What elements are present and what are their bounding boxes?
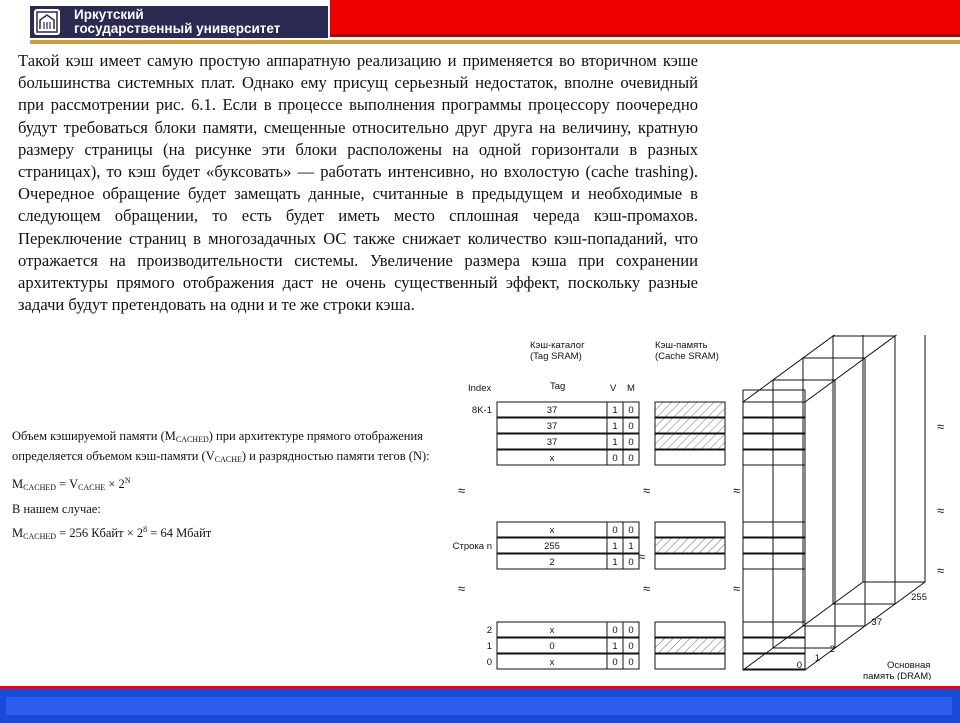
cache-line: [655, 402, 725, 417]
m-value: 1: [628, 541, 634, 552]
break-mark: ≈: [638, 549, 646, 564]
memory-line: [743, 622, 805, 637]
university-emblem-icon: [34, 9, 60, 35]
col-index-header: Index: [468, 383, 492, 394]
tag-value: 2: [549, 557, 555, 568]
formula-block: [12, 428, 472, 550]
v-value: 0: [612, 657, 618, 668]
table-row: [487, 638, 805, 653]
formula-intro: Объем кэшируемой памяти $(M_{CACHED})$ при архитектуре прямого отображения определяется объемом кэш-памяти $(V_{CACHE})$ и разрядностью памяти тегов (N):: [12, 429, 430, 464]
m-value: 0: [628, 641, 634, 652]
break-mark: ≈: [937, 419, 945, 434]
break-mark: ≈: [937, 503, 945, 518]
cache-line: [655, 654, 725, 669]
col-m-header: M: [627, 383, 635, 394]
formula-result: $M_{CACHED} = 256$ Кбайт × $2^8 = 64$ Мбайт: [12, 525, 212, 541]
main-paragraph: Такой кэш имеет самую простую аппаратную реализацию и применяется во вторичном кэше большинства системных плат. Однако ему присущ серьезный недостаток, вполне очевидный при рассмотрении рис. 6.1. Если в процессе выполнения программы процессору поочередно будут требоваться блоки памяти, смещенные относительно друг друга на величину, кратную размеру страницы (на рисунке эти блоки расположены на одной горизонтали в разных страницах), то кэш будет «буксовать» — работать интенсивно, но вхолостую (cache trashing). Очередное обращение будет замещать данные, считанные в предыдущем и необходимые в следующем обращении, то есть будет иметь место сплошная череда кэш-промахов. Переключение страниц в многозадачных ОС также снижает количество кэш-попаданий, что отражается на производительности системы. Увеличение размера кэша при сохранении архитектуры прямого отображения даст не очень существенный эффект, поскольку разные задачи будут претендовать на одни и те же строки кэша.: [18, 51, 698, 315]
break-mark: ≈: [733, 483, 741, 498]
row-index: 0: [486, 657, 492, 668]
footer-inner: [6, 697, 952, 715]
v-value: 1: [612, 641, 618, 652]
logo-line-2: государственный университет: [74, 21, 281, 36]
tag-value: 37: [546, 405, 558, 416]
memory-page-outline: [803, 358, 865, 626]
cache-line: [655, 554, 725, 569]
table-row: [487, 622, 805, 637]
col-v-header: V: [610, 383, 617, 394]
table-row: [472, 402, 805, 417]
memory-line: [743, 434, 805, 449]
page-label: 2: [829, 644, 835, 655]
cache-line: [655, 434, 725, 449]
v-value: 1: [612, 421, 618, 432]
m-value: 0: [628, 453, 634, 464]
cache-line: [655, 622, 725, 637]
memory-line: [743, 418, 805, 433]
row-index: 1: [486, 641, 492, 652]
m-value: 0: [628, 525, 634, 536]
tag-value: x: [549, 525, 555, 536]
cache-header-line2: (Cache SRAM): [655, 351, 719, 362]
break-mark: ≈: [458, 483, 466, 498]
tag-value: x: [549, 657, 555, 668]
memory-line: [743, 654, 805, 669]
footer-bar: [0, 686, 960, 723]
memory-page-outline: [833, 336, 895, 604]
row-index: 8K-1: [471, 405, 492, 416]
page-label: 37: [871, 617, 882, 628]
memory-line: [743, 522, 805, 537]
tag-header-line1: Кэш-каталог: [530, 340, 585, 351]
cache-line: [655, 418, 725, 433]
memory-line: [743, 638, 805, 653]
main-text-block: [18, 50, 698, 316]
table-row: [453, 538, 805, 553]
memory-line: [743, 538, 805, 553]
tag-value: 37: [546, 421, 558, 432]
page-label: 255: [911, 592, 927, 603]
memory-page-outline: [863, 335, 925, 582]
v-value: 0: [612, 625, 618, 636]
break-mark: ≈: [643, 483, 651, 498]
header-red-bar: [330, 0, 960, 37]
main-mem-line1: Основная: [887, 660, 931, 671]
v-value: 1: [612, 541, 618, 552]
university-logo: [30, 6, 328, 38]
header-bar: [0, 0, 960, 46]
cache-header-line1: Кэш-память: [655, 340, 708, 351]
table-row: [497, 418, 805, 433]
break-mark: ≈: [643, 581, 651, 596]
table-row: [497, 554, 805, 569]
page-label: 1: [814, 653, 820, 664]
cache-line: [655, 538, 725, 553]
v-value: 0: [612, 525, 618, 536]
v-value: 1: [612, 437, 618, 448]
cache-diagram: [450, 335, 960, 685]
row-index: 2: [486, 625, 492, 636]
tag-value: x: [549, 625, 555, 636]
cache-line: [655, 522, 725, 537]
m-value: 0: [628, 557, 634, 568]
break-mark: ≈: [458, 581, 466, 596]
formula-equation: $M_{CACHED} = V_{CACHE} \times 2^N$: [12, 476, 131, 492]
table-row: [497, 450, 805, 465]
m-value: 0: [628, 625, 634, 636]
tag-value: x: [549, 453, 555, 464]
cache-diagram-svg: [450, 335, 960, 680]
university-name: [74, 8, 280, 36]
v-value: 1: [612, 405, 618, 416]
table-row: [487, 654, 805, 669]
memory-line: [743, 402, 805, 417]
break-mark: ≈: [733, 581, 741, 596]
m-value: 0: [628, 437, 634, 448]
tag-value: 0: [549, 641, 555, 652]
logo-line-1: Иркутский: [74, 7, 144, 22]
m-value: 0: [628, 421, 634, 432]
memory-line: [743, 450, 805, 465]
memory-line: [743, 554, 805, 569]
m-value: 0: [628, 657, 634, 668]
page-label: 0: [796, 660, 802, 671]
cache-line: [655, 638, 725, 653]
formula-case-label: В нашем случае:: [12, 502, 101, 516]
cache-line: [655, 450, 725, 465]
break-mark: ≈: [937, 563, 945, 578]
v-value: 1: [612, 557, 618, 568]
tag-value: 37: [546, 437, 558, 448]
v-value: 0: [612, 453, 618, 464]
table-row: [497, 522, 805, 537]
col-tag-header: Tag: [550, 381, 566, 392]
m-value: 0: [628, 405, 634, 416]
tag-header-line2: (Tag SRAM): [530, 351, 582, 362]
table-row: [497, 434, 805, 449]
row-index: Строка n: [452, 541, 492, 552]
header-divider: [30, 40, 960, 44]
main-mem-line2: память (DRAM): [863, 671, 932, 680]
tag-value: 255: [544, 541, 560, 552]
